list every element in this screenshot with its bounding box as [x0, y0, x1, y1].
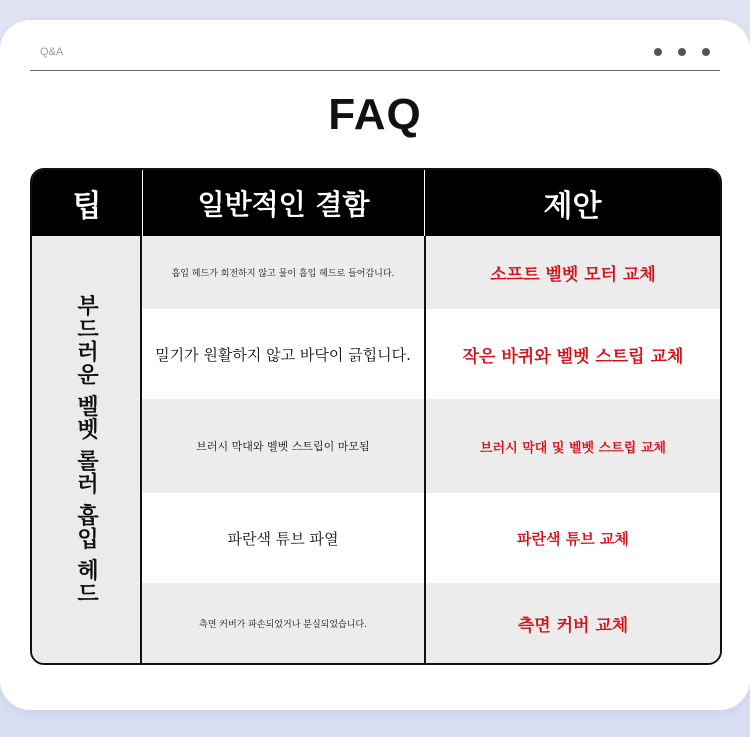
suggestion-cell: 소프트 벨벳 모터 교체	[424, 236, 720, 309]
dot	[654, 48, 662, 56]
defect-cell: 흡입 헤드가 회전하지 않고 물이 흡입 헤드로 들어갑니다.	[171, 269, 395, 279]
header-tip: 팁	[72, 189, 102, 224]
table-row	[142, 583, 720, 663]
page-title: FAQ	[328, 90, 422, 139]
table-row	[142, 399, 720, 493]
header-suggestion: 제안	[424, 170, 720, 236]
header-defect: 일반적인 결함	[142, 170, 424, 236]
table-header	[32, 170, 720, 236]
header-divider	[30, 70, 720, 71]
faq-card	[0, 20, 750, 710]
table-row	[142, 493, 720, 583]
table-row	[142, 309, 720, 399]
qa-label: Q&A	[40, 46, 64, 58]
faq-table	[30, 168, 722, 665]
card-header	[30, 46, 720, 70]
defect-cell: 측면 커버가 파손되었거나 분실되었습니다.	[199, 619, 367, 630]
defect-cell: 밀기가 원활하지 않고 바닥이 긁힙니다.	[155, 345, 411, 364]
dot	[678, 48, 686, 56]
suggestion-cell: 측면 커버 교체	[424, 583, 720, 663]
suggestion-cell: 작은 바퀴와 벨벳 스트립 교체	[424, 309, 720, 399]
more-dots-icon[interactable]	[654, 48, 710, 56]
defect-cell: 파란색 튜브 파열	[227, 529, 339, 548]
defect-cell: 브러시 막대와 벨벳 스트립이 마모됨	[196, 440, 370, 453]
suggestion-cell: 브러시 막대 및 벨벳 스트립 교체	[424, 399, 720, 493]
tip-text: 부드러운 벨벳 롤러 흡입 헤드	[73, 294, 99, 605]
dot	[702, 48, 710, 56]
table-row	[142, 236, 720, 309]
tip-cell	[32, 236, 142, 663]
suggestion-cell: 파란색 튜브 교체	[424, 493, 720, 583]
table-body	[142, 236, 720, 663]
